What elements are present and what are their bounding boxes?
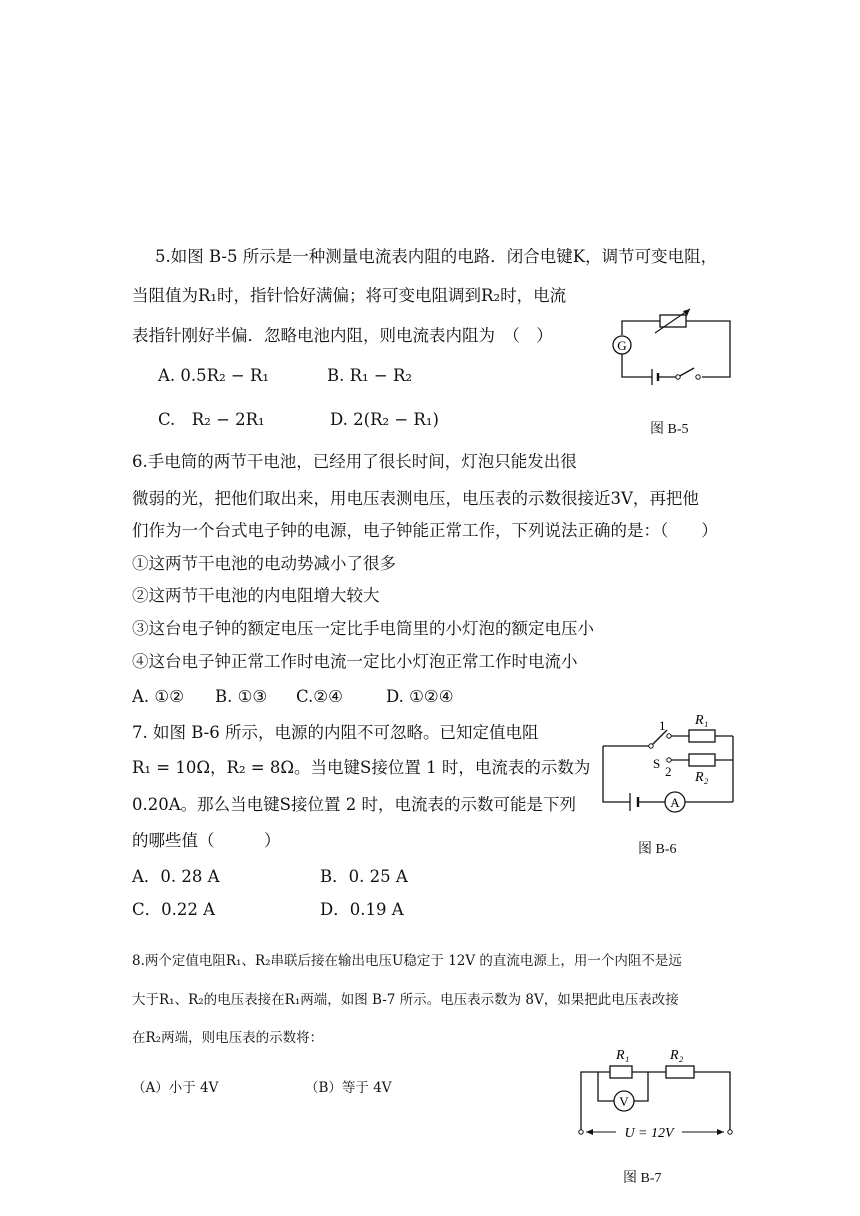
q5-option-b: B. R₁ − R₂ (327, 366, 413, 385)
switch-contact (696, 375, 700, 379)
q8-line3: 在R₂两端，则电压表的示数将： (132, 1030, 324, 1046)
q6-option-d: D. ①②④ (386, 687, 454, 706)
switch-position-1-label: 1 (659, 718, 666, 733)
switch-pivot (649, 744, 653, 748)
q6-option-b: B. ①③ (215, 687, 268, 706)
voltmeter-label: V (619, 1094, 629, 1109)
terminal (728, 1130, 732, 1134)
q7-line3: 0.20A。那么当电键S接位置 2 时，电流表的示数可能是下列 (132, 795, 576, 814)
switch-contact-2 (667, 758, 671, 762)
q6-line3: 们作为一个台式电子钟的电源，电子钟能正常工作，下列说法正确的是：（ ） (132, 521, 718, 540)
switch-position-2-label: 2 (665, 764, 672, 779)
q6-line1: 6.手电筒的两节干电池，已经用了很长时间，灯泡只能发出很 (132, 452, 577, 471)
q8-line2: 大于R₁、R₂的电压表接在R₁两端，如图 B-7 所示。电压表示数为 8V，如果把此电压表改接 (132, 992, 679, 1008)
voltage-label: U = 12V (624, 1126, 674, 1141)
switch-label: S (653, 756, 661, 771)
q5-line1: 5.如图 B-5 所示是一种测量电流表内阻的电路．闭合电键K，调节可变电阻， (155, 247, 718, 266)
q7-line4: 的哪些值（ ） (132, 831, 281, 850)
r2-label: R₂ (695, 770, 709, 785)
figure-b7-caption: 图 B-7 (623, 1171, 662, 1186)
q6-option-a: A. ①② (132, 687, 184, 706)
figure-b5-circuit (610, 295, 740, 385)
figure-b6-circuit (603, 706, 738, 810)
q6-line2: 微弱的光，把他们取出来，用电压表测电压，电压表的示数很接近3V，再把他 (132, 489, 699, 508)
resistor-r2 (666, 1066, 694, 1078)
r2-label: R₂ (670, 1048, 684, 1063)
q5-option-a: A. 0.5R₂ − R₁ (158, 366, 270, 385)
resistor-r1 (689, 730, 715, 742)
figure-b5-caption: 图 B-5 (650, 422, 689, 437)
q7-line1: 7. 如图 B-6 所示，电源的内阻不可忽略。已知定值电阻 (132, 723, 539, 742)
figure-b6-caption: 图 B-6 (638, 842, 677, 857)
galvanometer-label: G (617, 338, 627, 353)
switch-contact-1 (667, 734, 671, 738)
q7-option-c: C．0.22 A (132, 900, 216, 919)
q7-option-d: D．0.19 A (320, 900, 404, 919)
q5-line3: 表指针刚好半偏．忽略电池内阻，则电流表内阻为 （ ） (132, 326, 553, 345)
q7-option-b: B．0. 25 A (320, 867, 408, 886)
q6-statement-4: ④这台电子钟正常工作时电流一定比小灯泡正常工作时电流小 (132, 652, 578, 671)
q8-option-a: （A）小于 4V (132, 1080, 219, 1096)
r1-label: R₁ (695, 713, 709, 728)
switch-contact (676, 375, 680, 379)
terminal (579, 1130, 583, 1134)
q6-statement-2: ②这两节干电池的内电阻增大较大 (132, 586, 380, 605)
q7-line2: R₁ = 10Ω，R₂ = 8Ω。当电键S接位置 1 时，电流表的示数为 (132, 758, 591, 777)
q5-line2: 当阻值为R₁时，指针恰好满偏；将可变电阻调到R₂时，电流 (132, 286, 567, 305)
q7-option-a: A．0. 28 A (132, 867, 220, 886)
q5-option-c: C. R₂ − 2R₁ (158, 410, 265, 429)
resistor-r1 (610, 1066, 632, 1078)
q6-statement-1: ①这两节干电池的电动势减小了很多 (132, 554, 396, 573)
q6-option-c: C.②④ (296, 687, 343, 706)
r1-label: R₁ (616, 1048, 630, 1063)
q6-statement-3: ③这台电子钟的额定电压一定比手电筒里的小灯泡的额定电压小 (132, 619, 594, 638)
ammeter-label: A (670, 795, 680, 810)
figure-b7-circuit (578, 1044, 738, 1141)
q8-line1: 8.两个定值电阻R₁、R₂串联后接在输出电压U稳定于 12V 的直流电源上，用一个内阻不是远 (132, 953, 682, 969)
resistor-r2 (689, 754, 715, 766)
q5-option-d: D. 2(R₂ − R₁) (330, 410, 439, 429)
q8-option-b: （B）等于 4V (305, 1080, 392, 1096)
